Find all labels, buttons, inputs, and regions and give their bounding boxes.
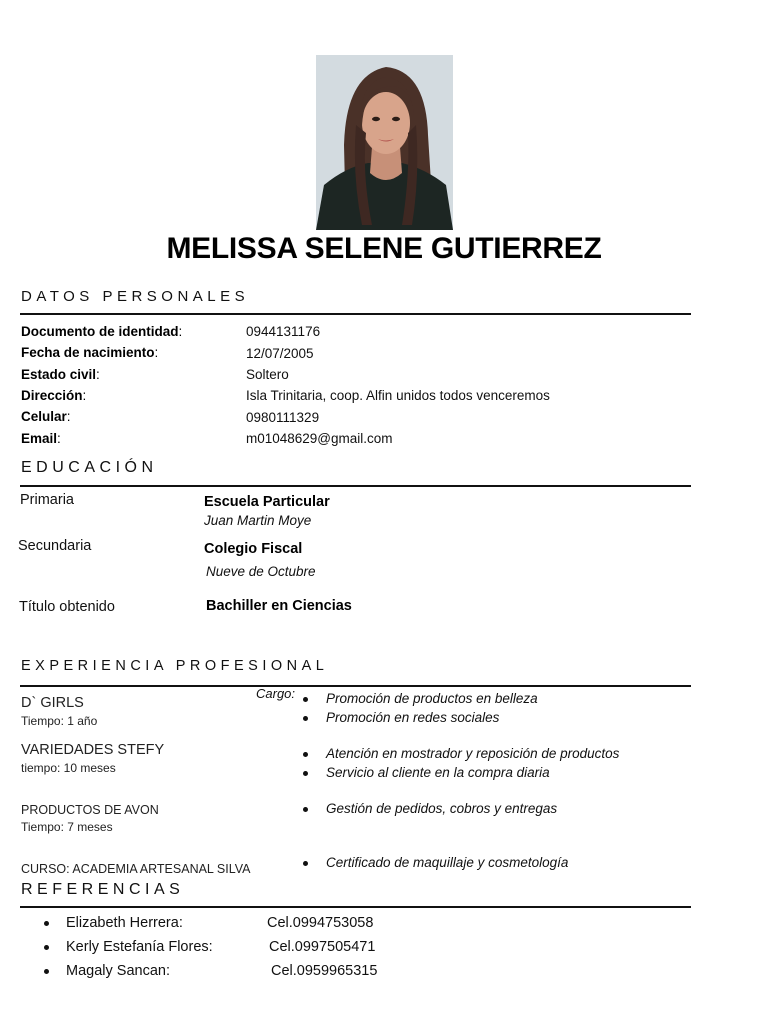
personal-value-email[interactable]: m01048629@gmail.com [246,431,393,446]
bullet-icon [303,807,308,812]
job-name-2: VARIEDADES STEFY [21,742,165,758]
personal-value-document: 0944131176 [246,324,321,339]
section-title-education: EDUCACIÓN [21,459,158,476]
profile-photo [316,55,453,230]
education-level-secondary: Secundaria [18,538,92,554]
personal-value-phone: 0980111329 [246,410,320,425]
personal-label-address: Dirección: [21,388,87,403]
job-duty-4-1: Certificado de maquillaje y cosmetología [326,855,569,870]
section-title-references: REFERENCIAS [21,881,185,898]
personal-value-birthdate: 12/07/2005 [246,346,314,361]
personal-value-address: Isla Trinitaria, coop. Alfin unidos todos venceremos [246,388,550,403]
bullet-icon [303,716,308,721]
bullet-icon [44,945,49,950]
personal-label-civil-status: Estado civil: [21,367,100,382]
candidate-name: MELISSA SELENE GUTIERREZ [166,232,602,265]
reference-name-1: Elizabeth Herrera: [66,915,183,931]
reference-phone-2: Cel.0997505471 [269,939,376,955]
personal-label-email: Email: [21,431,61,446]
bullet-icon [44,969,49,974]
education-level-primary: Primaria [20,492,74,508]
job-duty-1-1: Promoción de productos en belleza [326,691,538,706]
reference-name-2: Kerly Estefanía Flores: [66,939,213,955]
education-school-primary: Escuela Particular [204,494,330,510]
reference-phone-3: Cel.0959965315 [271,963,378,979]
personal-value-civil-status: Soltero [246,367,289,382]
job-time-2: tiempo: 10 meses [21,761,116,775]
job-duty-1-2: Promoción en redes sociales [326,710,500,725]
education-detail-primary: Juan Martin Moye [204,513,312,528]
personal-label-birthdate: Fecha de nacimiento: [21,345,159,360]
education-school-title: Bachiller en Ciencias [206,598,352,614]
bullet-icon [303,752,308,757]
divider-experience [20,685,691,687]
education-school-secondary: Colegio Fiscal [204,541,303,557]
bullet-icon [44,921,49,926]
reference-name-3: Magaly Sancan: [66,963,170,979]
bullet-icon [303,697,308,702]
job-name-4: CURSO: ACADEMIA ARTESANAL SILVA [21,862,251,876]
personal-label-document: Documento de identidad: [21,324,183,339]
education-detail-secondary: Nueve de Octubre [206,564,316,579]
education-level-title: Título obtenido [19,599,115,615]
job-duty-2-2: Servicio al cliente en la compra diaria [326,765,550,780]
job-time-3: Tiempo: 7 meses [21,820,113,834]
personal-label-phone: Celular: [21,409,71,424]
divider-personal [20,313,691,315]
job-name-1: D` GIRLS [21,695,84,711]
reference-phone-1: Cel.0994753058 [267,915,374,931]
job-duty-2-1: Atención en mostrador y reposición de productos [326,746,620,761]
bullet-icon [303,861,308,866]
cargo-label: Cargo: [256,686,296,701]
divider-references [20,906,691,908]
section-title-personal: DATOS PERSONALES [21,288,250,305]
section-title-experience: EXPERIENCIA PROFESIONAL [21,658,329,674]
divider-education [20,485,691,487]
bullet-icon [303,771,308,776]
job-duty-3-1: Gestión de pedidos, cobros y entregas [326,801,558,816]
job-name-3: PRODUCTOS DE AVON [21,803,159,817]
job-time-1: Tiempo: 1 año [21,714,98,728]
